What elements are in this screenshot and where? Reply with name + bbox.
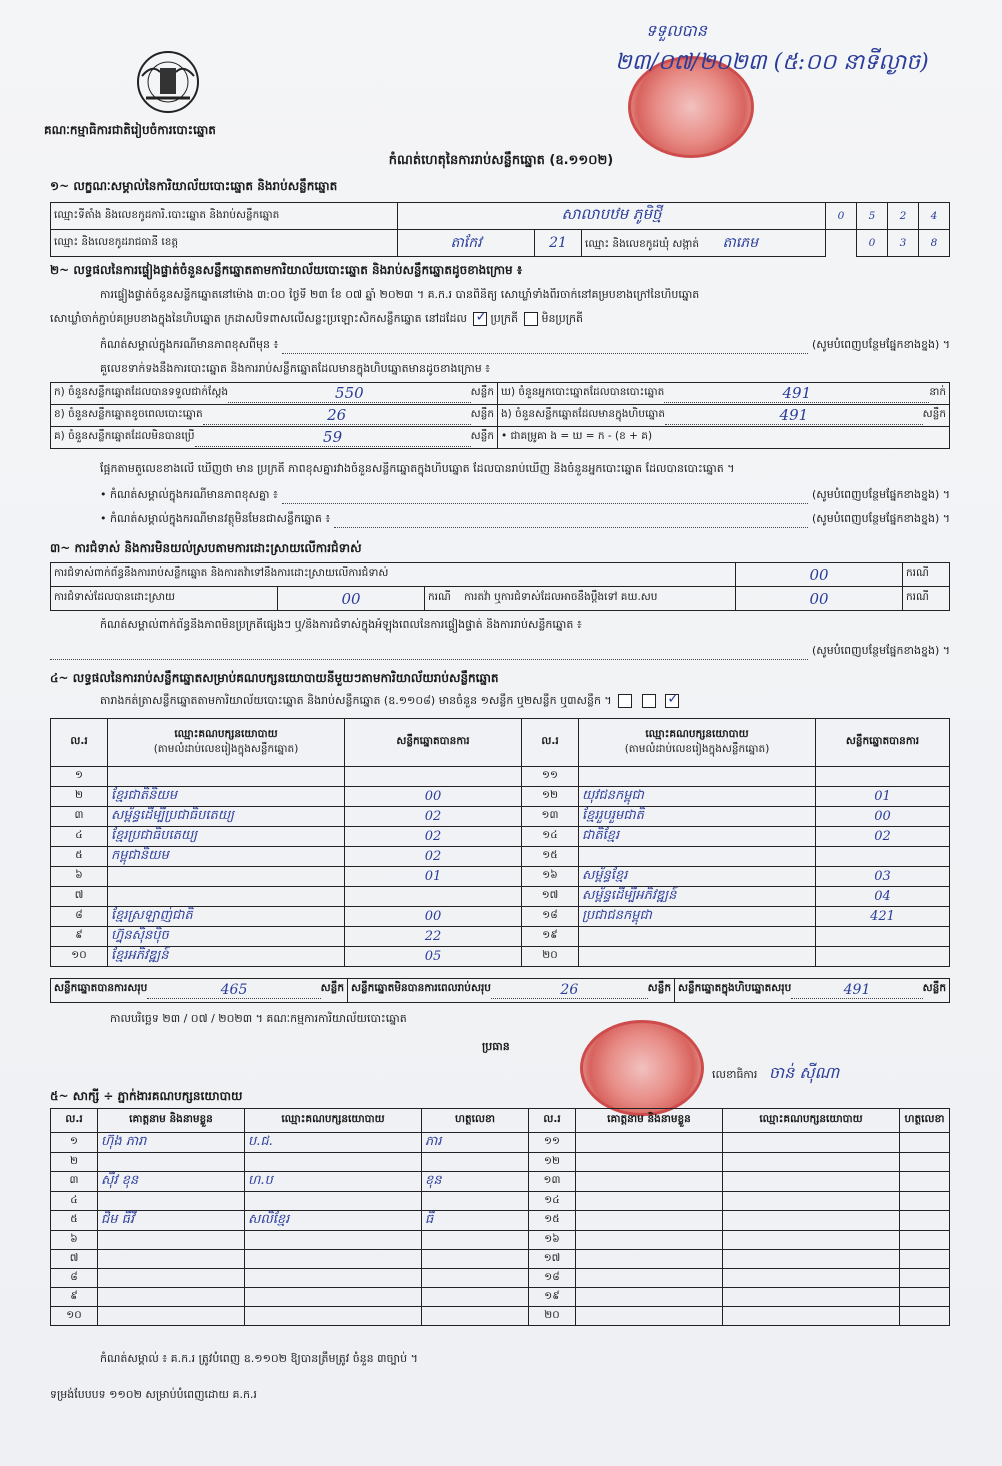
party-name: ខ្មែរប្រជាធិបតេយ្យ (108, 827, 345, 847)
count-right-value: 491 (782, 384, 812, 402)
witness-name: ហ៊ុង ភារា (98, 1133, 245, 1153)
witness-party (723, 1288, 900, 1307)
row-no: ១៨ (522, 907, 579, 927)
party-votes: 01 (816, 787, 950, 807)
objection-count: 00 (736, 563, 903, 587)
results-row (51, 807, 950, 827)
results-row (51, 887, 950, 907)
normal-label: ប្រក្រតី (490, 312, 518, 325)
col-votes-right: សន្លឹកឆ្នោតបានការ (816, 719, 950, 767)
secretary-name: ចាន់ ស៊ីណា (768, 1063, 840, 1082)
witness-signature (900, 1172, 950, 1192)
witness-party (723, 1211, 900, 1231)
commune-code-digit: 0 (857, 230, 888, 257)
row-no: ១៧ (522, 887, 579, 907)
received-datetime: ២៣/០៧/២០២៣ (៥:០០ នាទីល្ងាច) (615, 50, 929, 75)
party-votes: 02 (816, 827, 950, 847)
witness-name (576, 1153, 723, 1172)
count-row (51, 427, 950, 449)
party-name: ខ្មែរអភិវឌ្ឍន៍ (108, 947, 345, 967)
row-no: ១៣ (522, 807, 579, 827)
party-votes: 01 (345, 867, 522, 887)
w-col-sign: ហត្ថលេខា (422, 1109, 529, 1133)
witness-party (245, 1288, 422, 1307)
witness-party (245, 1250, 422, 1269)
row-no: ១៥ (529, 1211, 576, 1231)
witness-row (51, 1231, 950, 1250)
count-left-value: 59 (323, 428, 343, 446)
abnormal-checkbox[interactable] (524, 312, 538, 326)
section3-note-line (50, 644, 950, 660)
witness-signature (900, 1231, 950, 1250)
witness-signature (422, 1288, 529, 1307)
results-row (51, 947, 950, 967)
row-no: ១៣ (529, 1172, 576, 1192)
party-name (108, 767, 345, 787)
witness-party (723, 1307, 900, 1326)
note-label: កំណត់សម្គាល់ក្នុងករណីមានភាពខុសពីមុន ៖ (100, 338, 279, 351)
row-no: ១៩ (522, 927, 579, 947)
count-left-unit: សន្លឹក (470, 408, 494, 420)
committee-seal (580, 1020, 704, 1116)
appeal-unit: ករណី (903, 587, 950, 611)
party-votes (345, 887, 522, 907)
w-col-party: ឈ្មោះគណបក្សនយោបាយ (245, 1109, 422, 1133)
witness-party (723, 1172, 900, 1192)
witness-signature: ធី (422, 1211, 529, 1231)
count-left-value: 550 (335, 384, 364, 402)
witness-name (98, 1153, 245, 1172)
results-row (51, 907, 950, 927)
party-votes: 02 (345, 847, 522, 867)
count-right-unit: សន្លឹក (922, 408, 946, 420)
committee-name: គណៈកម្មាធិការជាតិរៀបចំការបោះឆ្នោត (44, 123, 216, 137)
objection-table (50, 562, 950, 611)
party-name (108, 887, 345, 907)
results-table (50, 718, 950, 967)
col-no: ល.រ (51, 719, 108, 767)
section3-note-hint: (សូមបំពេញបន្ថែមផ្នែកខាងខ្នង) ។ (811, 644, 950, 657)
party-name: សម្ព័ន្ធដើម្បីអភិវឌ្ឍន៍ (579, 887, 816, 907)
row-no: ១២ (522, 787, 579, 807)
commune-label: ឈ្មោះ និងលេខកូដឃុំ សង្កាត់ (585, 237, 700, 250)
commune-name: តាភេម (722, 234, 758, 251)
inspection-line1: ការផ្ទៀងផ្ទាត់ចំនួនសន្លឹកឆ្នោតនៅម៉ោង ៣:០០ ថ្ងៃទី ២៣ ខែ ០៧ ឆ្នាំ ២០២៣ ។ គ.ក.រ បានពិនិត្យ សោឃ្លាំទាំងពីរចាក់នៅគម្របខាងក្រៅនៃហិបឆ្នោត (100, 288, 700, 301)
party-name: ប្រជាជនកម្ពុជា (579, 907, 816, 927)
witness-party (245, 1269, 422, 1288)
party-name: កម្ពុជានិយម (108, 847, 345, 867)
witness-party (245, 1153, 422, 1172)
col-party-right: ឈ្មោះគណបក្សនយោបាយ (645, 727, 749, 740)
date-line: កាលបរិច្ឆេទ ២៣ / ០៧ / ២០២៣ ។ គណៈកម្មការការិយាល័យបោះឆ្នោត (110, 1012, 407, 1025)
section3-note: កំណត់សម្គាល់ពាក់ព័ន្ធនឹងភាពមិនប្រក្រតីផ្សេងៗ ឬ/និងការជំទាស់ក្នុងអំឡុងពេលនៃការផ្ទៀងផ្ទាត់ និងការរាប់សន្លឹកឆ្នោត ៖ (100, 618, 582, 631)
inspection-line2-text: សោឃ្លាំចាក់ភ្ជាប់គម្របខាងក្នុងនៃហិបឆ្នោត ក្រដាសបិទពាសលើសន្លះប្រឡោះសិកសន្លឹកឆ្នោត នៅដដែល (50, 312, 467, 325)
appeal-count: 00 (736, 587, 903, 611)
row-no: ១០ (51, 1307, 98, 1326)
row-no: ៥ (51, 847, 108, 867)
col-party: ឈ្មោះគណបក្សនយោបាយ (174, 727, 278, 740)
witness-party (723, 1192, 900, 1211)
row-no: ៥ (51, 1211, 98, 1231)
row-no: ១១ (529, 1133, 576, 1153)
normal-checkbox[interactable] (473, 312, 487, 326)
witness-name (98, 1231, 245, 1250)
witness-row (51, 1211, 950, 1231)
section3-heading: ៣~ ការជំទាស់ និងការមិនយល់ស្របតាមការដោះស្រាយលើការជំទាស់ (50, 541, 362, 555)
count-left-label: ខ) ចំនួនសន្លឹកឆ្នោតខូចពេលបោះឆ្នោត (54, 408, 203, 420)
note2-hint: (សូមបំពេញបន្ថែមផ្នែកខាងខ្នង) ។ (811, 488, 950, 501)
total-box-value: 491 (791, 982, 922, 999)
party-name (108, 867, 345, 887)
party-votes: 00 (345, 787, 522, 807)
witness-row (51, 1307, 950, 1326)
w-col-name-right: គោត្តនាម និងនាមខ្លួន (576, 1109, 723, 1133)
witness-party (723, 1153, 900, 1172)
party-votes: 04 (816, 887, 950, 907)
witness-signature (900, 1250, 950, 1269)
note3-hint: (សូមបំពេញបន្ថែមផ្នែកខាងខ្នង) ។ (811, 512, 950, 525)
party-name (579, 767, 816, 787)
station-code-digit: 0 (826, 203, 857, 230)
province-label: ឈ្មោះ និងលេខកូដរាជធានី ខេត្ត (51, 230, 398, 257)
witness-signature (900, 1153, 950, 1172)
witness-signature (422, 1250, 529, 1269)
party-votes: 02 (345, 827, 522, 847)
witness-name (576, 1133, 723, 1153)
commune-cell (582, 230, 826, 257)
witness-name: ជិម ធីវី (98, 1211, 245, 1231)
witness-name (576, 1172, 723, 1192)
witness-party (723, 1231, 900, 1250)
station-name: សាលាបឋម ភូមិថ្មី (398, 203, 826, 230)
row-no: ១៩ (529, 1288, 576, 1307)
party-votes (345, 767, 522, 787)
total-box-label: សន្លឹកឆ្នោតក្នុងហិបឆ្នោតសរុប (678, 982, 792, 994)
row-no: ៨ (51, 907, 108, 927)
row-no: ៦ (51, 867, 108, 887)
note3-label: • កំណត់សម្គាល់ក្នុងករណីមានវត្ថុមិនមែនជាសន្លឹកឆ្នោត ៖ (100, 512, 331, 525)
witness-row (51, 1192, 950, 1211)
section4-intro-text: តារាងកត់ត្រាសន្លឹកឆ្នោតតាមការិយាល័យបោះឆ្នោត និងរាប់សន្លឹកឆ្នោត (ឧ.១១០៨) មានចំនួន ១សន្លឹក ឬ២សន្លឹក ឬ៣សន្លឹក ។ (100, 694, 612, 707)
party-name: ហ្វ៊ុនស៊ិនប៉ិច (108, 927, 345, 947)
row-no: ១ (51, 767, 108, 787)
witness-name (98, 1250, 245, 1269)
party-name: យុវជនកម្ពុជា (579, 787, 816, 807)
results-row (51, 827, 950, 847)
province-code: 21 (535, 230, 582, 257)
results-row (51, 867, 950, 887)
form-title: កំណត់ហេតុនៃការរាប់សន្លឹកឆ្នោត (ឧ.១១០២) (388, 153, 614, 168)
witness-name (576, 1288, 723, 1307)
sheet3-checkbox[interactable] (665, 694, 679, 708)
objection-unit: ករណី (903, 563, 950, 587)
note2-label: • កំណត់សម្គាល់ក្នុងករណីមានភាពខុសគ្នា ៖ (100, 488, 278, 501)
count-left-value: 26 (327, 406, 347, 424)
row-no: ៧ (51, 1250, 98, 1269)
witness-name (98, 1288, 245, 1307)
count-left-label: គ) ចំនួនសន្លឹកឆ្នោតដែលមិនបានប្រើ (54, 430, 195, 442)
row-no: ១៦ (522, 867, 579, 887)
party-votes: 22 (345, 927, 522, 947)
count-right-unit: នាក់ (929, 386, 946, 398)
chair-label: ប្រធាន (482, 1040, 510, 1053)
row-no: ១២ (529, 1153, 576, 1172)
section4-intro (100, 694, 682, 710)
col-votes: សន្លឹកឆ្នោតបានការ (345, 719, 522, 767)
witness-signature (900, 1192, 950, 1211)
row-no: ២ (51, 1153, 98, 1172)
witness-signature: ខុន (422, 1172, 529, 1192)
party-name (579, 927, 816, 947)
count-intro: គួលេខទាក់ទងនឹងការបោះឆ្នោត និងការរាប់សន្លឹកឆ្នោតដែលមានក្នុងហិបឆ្នោតមានដូចខាងក្រោម ៖ (100, 362, 491, 375)
witness-signature: ភារ (422, 1133, 529, 1153)
witness-signature (900, 1269, 950, 1288)
row-no: ៦ (51, 1231, 98, 1250)
count-left-label: ក) ចំនួនសន្លឹកឆ្នោតដែលបានទទួលជាក់ស្តែង (54, 386, 229, 398)
witness-name (576, 1250, 723, 1269)
witness-party (245, 1192, 422, 1211)
witness-party (723, 1250, 900, 1269)
row-no: ១៦ (529, 1231, 576, 1250)
note3-line (100, 512, 950, 528)
secretary-line (712, 1062, 839, 1086)
section1-table (50, 202, 950, 257)
province-name: តាកែវ (398, 230, 535, 257)
party-votes: 00 (816, 807, 950, 827)
count-row (51, 405, 950, 427)
total-valid-unit: សន្លឹក (320, 982, 344, 994)
note2-line (100, 488, 950, 504)
totals-table (50, 978, 950, 1003)
witness-name (576, 1307, 723, 1326)
row-no: ២០ (522, 947, 579, 967)
formula-cell: • ជាគម្រូគា ង = ឃ = ក - (ខ + គ) (498, 427, 950, 449)
witness-name (576, 1192, 723, 1211)
footnote: កំណត់សម្គាល់ ៖ គ.ក.រ ត្រូវបំពេញ ឧ.១១០២ ឱ្យបានត្រឹមត្រូវ ចំនួន ៣ច្បាប់ ។ (100, 1352, 418, 1365)
witness-row (51, 1250, 950, 1269)
row-no: ១៧ (529, 1250, 576, 1269)
party-name: ខ្មែររួបរួមជាតិ (579, 807, 816, 827)
abnormal-label: មិនប្រក្រតី (541, 312, 583, 325)
witness-name (98, 1307, 245, 1326)
committee-emblem-icon (132, 46, 204, 118)
count-table (50, 382, 950, 449)
party-votes: 03 (816, 867, 950, 887)
row-no: ៩ (51, 1288, 98, 1307)
witness-party (723, 1269, 900, 1288)
w-col-name: គោត្តនាម និងនាមខ្លួន (98, 1109, 245, 1133)
row-no: ៣ (51, 1172, 98, 1192)
witness-name (576, 1231, 723, 1250)
station-code-digit: 2 (888, 203, 919, 230)
witness-party (245, 1231, 422, 1250)
row-no: ១៨ (529, 1269, 576, 1288)
section4-heading: ៤~ លទ្ធផលនៃការរាប់សន្លឹកឆ្នោតសម្រាប់គណបក្សនយោបាយនីមួយៗតាមការិយាល័យរាប់សន្លឹកឆ្នោត (50, 671, 499, 685)
row-no: ១៥ (522, 847, 579, 867)
sheet1-checkbox[interactable] (618, 694, 632, 708)
party-votes (816, 927, 950, 947)
total-invalid-unit: សន្លឹក (647, 982, 671, 994)
party-votes (816, 947, 950, 967)
witness-party: សលិខ្មែរ (245, 1211, 422, 1231)
witness-party: ប.ជ. (245, 1133, 422, 1153)
total-box-unit: សន្លឹក (922, 982, 946, 994)
witness-party (245, 1307, 422, 1326)
inspection-line2 (50, 312, 583, 328)
note-hint: (សូមបំពេញបន្ថែមផ្នែកខាងខ្នង) ។ (811, 338, 950, 351)
row-no: ១០ (51, 947, 108, 967)
party-name: ខ្មែរជាតិនិយម (108, 787, 345, 807)
witness-signature (422, 1269, 529, 1288)
party-name: ជាតិខ្មែរ (579, 827, 816, 847)
witness-name (98, 1269, 245, 1288)
count-left-unit: សន្លឹក (470, 386, 494, 398)
row-no: ២០ (529, 1307, 576, 1326)
sheet2-checkbox[interactable] (642, 694, 656, 708)
row-no: ១៤ (529, 1192, 576, 1211)
count-left-unit: សន្លឹក (470, 430, 494, 442)
party-votes: 05 (345, 947, 522, 967)
witness-row (51, 1269, 950, 1288)
station-code-digit: 5 (857, 203, 888, 230)
witness-signature (900, 1211, 950, 1231)
witness-row (51, 1172, 950, 1192)
section2-heading: ២~ លទ្ធផលនៃការផ្ទៀងផ្ទាត់ចំនួនសន្លឹកឆ្នោតតាមការិយាល័យបោះឆ្នោត និងរាប់សន្លឹកឆ្នោតដូចខាងក្រោម ៖ (50, 263, 523, 277)
secretary-label: លេខាធិការ (712, 1068, 758, 1081)
party-votes: 02 (345, 807, 522, 827)
col-no-right: ល.រ (522, 719, 579, 767)
witness-party (723, 1133, 900, 1153)
witness-signature (422, 1192, 529, 1211)
station-label: ឈ្មោះទីតាំង និងលេខកូដការិ.បោះឆ្នោត និងរាប់សន្លឹកឆ្នោត (51, 203, 398, 230)
note-line (100, 338, 950, 354)
col-party-sub: (តាមលំដាប់លេខរៀងក្នុងសន្លឹកឆ្នោត) (153, 742, 299, 755)
results-row (51, 767, 950, 787)
witness-row (51, 1288, 950, 1307)
witness-signature (422, 1231, 529, 1250)
row-no: ១១ (522, 767, 579, 787)
witness-name (576, 1269, 723, 1288)
results-row (51, 787, 950, 807)
witness-table (50, 1108, 950, 1326)
party-votes (816, 847, 950, 867)
party-name: ខ្មែរស្រឡាញ់ជាតិ (108, 907, 345, 927)
total-invalid-label: សន្លឹកឆ្នោតមិនបានការពេលរាប់សរុប (351, 982, 491, 994)
witness-signature (422, 1153, 529, 1172)
commune-code-digit: 8 (919, 230, 950, 257)
form-footer: ទម្រង់បែបបទ ១១០២ សម្រាប់បំពេញដោយ គ.ក.រ (50, 1388, 257, 1401)
party-votes: 00 (345, 907, 522, 927)
resolved-label: ការជំទាស់ដែលបានដោះស្រាយ (51, 587, 278, 611)
witness-signature (900, 1307, 950, 1326)
witness-signature (422, 1307, 529, 1326)
total-valid-value: 465 (147, 982, 320, 999)
row-no: ៨ (51, 1269, 98, 1288)
witness-name (576, 1211, 723, 1231)
witness-signature (900, 1133, 950, 1153)
w-col-party-right: ឈ្មោះគណបក្សនយោបាយ (723, 1109, 900, 1133)
witness-name (98, 1192, 245, 1211)
row-no: ២ (51, 787, 108, 807)
row-no: ១ (51, 1133, 98, 1153)
row-no: ៤ (51, 1192, 98, 1211)
witness-name: ស៊ីវ ខុន (98, 1172, 245, 1192)
witness-row (51, 1133, 950, 1153)
results-row (51, 927, 950, 947)
w-col-no-right: ល.រ (529, 1109, 576, 1133)
compare-line: ផ្អែកតាមតួលេខខាងលើ ឃើញថា មាន ប្រក្រតី ភាពខុសគ្នារវាងចំនួនសន្លឹកឆ្នោតក្នុងហិបឆ្នោត ដែលបានរាប់ឃើញ និងចំនួនអ្នកបោះឆ្នោត ដែលបានបោះឆ្នោត ។ (100, 462, 735, 475)
count-right-value: 491 (779, 406, 809, 424)
count-row (51, 383, 950, 405)
row-no: ៧ (51, 887, 108, 907)
w-col-no: ល.រ (51, 1109, 98, 1133)
count-right-label: ឃ) ចំនួនអ្នកបោះឆ្នោតដែលបានបោះឆ្នោត (501, 386, 665, 398)
section1-heading: ១~ លក្ខណៈសម្គាល់នៃការិយាល័យបោះឆ្នោត និងរាប់សន្លឹកឆ្នោត (50, 179, 338, 193)
count-right-label: ង) ចំនួនសន្លឹកឆ្នោតដែលមានក្នុងហិបឆ្នោត (501, 408, 666, 420)
party-votes: 421 (816, 907, 950, 927)
resolved-count: 00 (278, 587, 425, 611)
party-name: សម្ព័ន្ធខ្មែរ (579, 867, 816, 887)
party-name (579, 847, 816, 867)
witness-party: ហ.ប (245, 1172, 422, 1192)
results-row (51, 847, 950, 867)
witness-row (51, 1153, 950, 1172)
total-valid-label: សន្លឹកឆ្នោតបានការសរុប (54, 982, 148, 994)
resolved-unit: ករណី (428, 591, 451, 603)
row-no: ១៤ (522, 827, 579, 847)
section5-heading: ៥~ សាក្សី ÷ ភ្នាក់ងារគណបក្សនយោបាយ (50, 1089, 243, 1103)
row-no: ៤ (51, 827, 108, 847)
party-name (579, 947, 816, 967)
received-label: ទទួលបាន (646, 21, 707, 40)
row-no: ៩ (51, 927, 108, 947)
party-votes (816, 767, 950, 787)
objection-label: ការជំទាស់ពាក់ព័ន្ធនឹងការរាប់សន្លឹកឆ្នោត និងការតវ៉ាទៅនឹងការដោះស្រាយលើការជំទាស់ (51, 563, 736, 587)
commune-code-digit: 3 (888, 230, 919, 257)
party-name: សម្ព័ន្ធដើម្បីប្រជាធិបតេយ្យ (108, 807, 345, 827)
col-party-sub-right: (តាមលំដាប់លេខរៀងក្នុងសន្លឹកឆ្នោត) (624, 742, 770, 755)
total-invalid-value: 26 (491, 982, 648, 999)
w-col-sign-right: ហត្ថលេខា (900, 1109, 950, 1133)
appeal-label: ការតវ៉ា ឬការជំទាស់ដែលអាចនឹងប្តឹងទៅ គឃ.សប (464, 591, 658, 603)
station-code-digit: 4 (919, 203, 950, 230)
row-no: ៣ (51, 807, 108, 827)
witness-signature (900, 1288, 950, 1307)
